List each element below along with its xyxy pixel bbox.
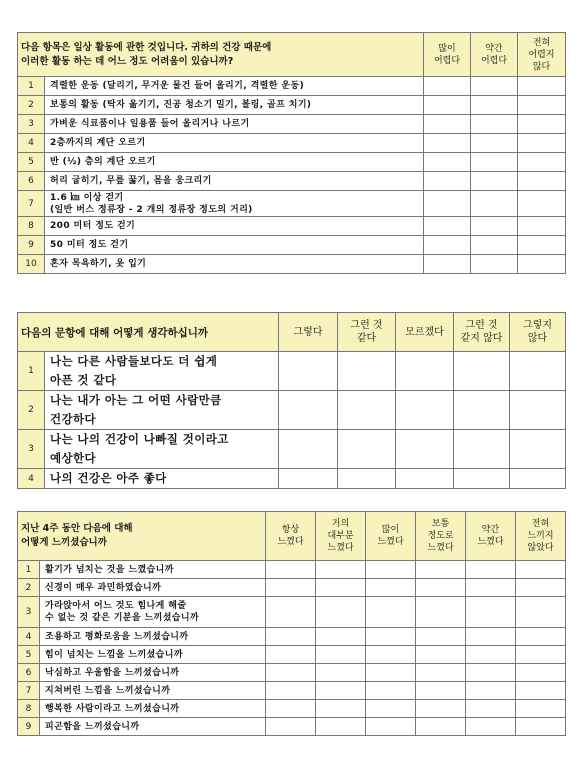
answer-cell[interactable] <box>279 391 338 430</box>
answer-cell[interactable] <box>416 664 466 682</box>
answer-cell[interactable] <box>416 561 466 579</box>
option-header: 그렇다 <box>279 313 338 352</box>
question-text: 활기가 넘치는 것을 느꼈습니까 <box>40 561 266 579</box>
option-header: 거의 대부분 느꼈다 <box>316 512 366 561</box>
option-header: 전혀 어렵지 않다 <box>518 33 566 77</box>
question-row <box>18 153 566 172</box>
row-number: 9 <box>18 718 40 736</box>
question-text: 허리 굽히기, 무릎 꿇기, 몸을 웅크리기 <box>45 172 424 191</box>
question-row <box>18 255 566 274</box>
answer-cell[interactable] <box>424 236 471 255</box>
answer-cell[interactable] <box>424 96 471 115</box>
feelings-table <box>17 511 566 736</box>
answer-cell[interactable] <box>466 579 516 597</box>
answer-cell[interactable] <box>424 134 471 153</box>
answer-cell[interactable] <box>266 646 316 664</box>
answer-cell[interactable] <box>266 718 316 736</box>
answer-cell[interactable] <box>516 664 566 682</box>
answer-cell[interactable] <box>466 682 516 700</box>
row-number: 8 <box>18 217 45 236</box>
row-number: 7 <box>18 191 45 217</box>
row-number: 7 <box>18 682 40 700</box>
health-opinion-table <box>17 312 566 489</box>
question-text: 반 (½) 층의 계단 오르기 <box>45 153 424 172</box>
answer-cell[interactable] <box>516 628 566 646</box>
row-number: 3 <box>18 430 45 469</box>
answer-cell[interactable] <box>471 115 518 134</box>
table-header-row <box>18 33 566 77</box>
answer-cell[interactable] <box>266 664 316 682</box>
answer-cell[interactable] <box>466 561 516 579</box>
question-text: 보통의 활동 (탁자 옮기기, 진공 청소기 밀기, 볼링, 골프 치기) <box>45 96 424 115</box>
question-row <box>18 430 566 469</box>
answer-cell[interactable] <box>424 172 471 191</box>
answer-cell[interactable] <box>518 77 566 96</box>
answer-cell[interactable] <box>424 255 471 274</box>
answer-cell[interactable] <box>510 469 566 489</box>
question-row <box>18 134 566 153</box>
row-number: 5 <box>18 646 40 664</box>
question-text: 나의 건강은 아주 좋다 <box>45 469 279 489</box>
answer-cell[interactable] <box>279 352 338 391</box>
section1-question: 다음 항목은 일상 활동에 관한 것입니다. 귀하의 건강 때문에 이러한 활동 하는 데 어느 정도 어려움이 있습니까? <box>18 33 424 77</box>
answer-cell[interactable] <box>471 255 518 274</box>
answer-cell[interactable] <box>366 628 416 646</box>
row-number: 2 <box>18 96 45 115</box>
question-row <box>18 391 566 430</box>
answer-cell[interactable] <box>266 628 316 646</box>
answer-cell[interactable] <box>366 579 416 597</box>
option-header: 많이 어렵다 <box>424 33 471 77</box>
question-row <box>18 236 566 255</box>
answer-cell[interactable] <box>416 597 466 628</box>
question-row <box>18 96 566 115</box>
answer-cell[interactable] <box>471 153 518 172</box>
answer-cell[interactable] <box>518 191 566 217</box>
answer-cell[interactable] <box>266 561 316 579</box>
question-text: 낙심하고 우울함을 느끼셨습니까 <box>40 664 266 682</box>
row-number: 5 <box>18 153 45 172</box>
answer-cell[interactable] <box>316 561 366 579</box>
option-header: 모르겠다 <box>396 313 454 352</box>
question-row <box>18 646 566 664</box>
answer-cell[interactable] <box>316 646 366 664</box>
question-row <box>18 664 566 682</box>
question-text: 나는 다른 사람들보다도 더 쉽게 아픈 것 같다 <box>45 352 279 391</box>
answer-cell[interactable] <box>396 391 454 430</box>
question-text: 지쳐버린 느낌을 느끼셨습니까 <box>40 682 266 700</box>
answer-cell[interactable] <box>510 430 566 469</box>
option-header: 보통 정도로 느꼈다 <box>416 512 466 561</box>
row-number: 4 <box>18 134 45 153</box>
answer-cell[interactable] <box>366 664 416 682</box>
option-header: 그런 것 같다 <box>338 313 396 352</box>
option-header: 그렇지 않다 <box>510 313 566 352</box>
answer-cell[interactable] <box>416 628 466 646</box>
answer-cell[interactable] <box>454 430 510 469</box>
answer-cell[interactable] <box>316 628 366 646</box>
table-header-row <box>18 313 566 352</box>
answer-cell[interactable] <box>518 153 566 172</box>
answer-cell[interactable] <box>396 469 454 489</box>
table-header-row <box>18 512 566 561</box>
answer-cell[interactable] <box>366 597 416 628</box>
answer-cell[interactable] <box>266 700 316 718</box>
row-number: 1 <box>18 352 45 391</box>
question-text: 나는 나의 건강이 나빠질 것이라고 예상한다 <box>45 430 279 469</box>
answer-cell[interactable] <box>471 77 518 96</box>
question-text: 200 미터 정도 걷기 <box>45 217 424 236</box>
option-header: 약간 어렵다 <box>471 33 518 77</box>
answer-cell[interactable] <box>416 682 466 700</box>
answer-cell[interactable] <box>366 646 416 664</box>
question-text: 혼자 목욕하기, 옷 입기 <box>45 255 424 274</box>
answer-cell[interactable] <box>338 469 396 489</box>
answer-cell[interactable] <box>416 646 466 664</box>
row-number: 3 <box>18 115 45 134</box>
answer-cell[interactable] <box>466 597 516 628</box>
answer-cell[interactable] <box>266 579 316 597</box>
answer-cell[interactable] <box>424 115 471 134</box>
answer-cell[interactable] <box>396 430 454 469</box>
row-number: 8 <box>18 700 40 718</box>
row-number: 3 <box>18 597 40 628</box>
question-row <box>18 682 566 700</box>
daily-activities-table <box>17 32 566 274</box>
answer-cell[interactable] <box>338 391 396 430</box>
answer-cell[interactable] <box>471 172 518 191</box>
question-row <box>18 628 566 646</box>
answer-cell[interactable] <box>416 579 466 597</box>
answer-cell[interactable] <box>424 77 471 96</box>
row-number: 9 <box>18 236 45 255</box>
answer-cell[interactable] <box>471 96 518 115</box>
answer-cell[interactable] <box>424 191 471 217</box>
question-text: 힘이 넘치는 느낌을 느끼셨습니까 <box>40 646 266 664</box>
question-row <box>18 597 566 628</box>
answer-cell[interactable] <box>518 172 566 191</box>
question-text: 격렬한 운동 (달리기, 무거운 물건 들어 올리기, 격렬한 운동) <box>45 77 424 96</box>
question-text: 1.6 ㎞ 이상 걷기 (일반 버스 정류장 - 2 개의 정류장 정도의 거리) <box>45 191 424 217</box>
option-header: 그런 것 같지 않다 <box>454 313 510 352</box>
question-text: 나는 내가 아는 그 어떤 사람만큼 건강하다 <box>45 391 279 430</box>
answer-cell[interactable] <box>279 469 338 489</box>
option-header: 전혀 느끼지 않았다 <box>516 512 566 561</box>
answer-cell[interactable] <box>316 664 366 682</box>
question-row <box>18 115 566 134</box>
option-header: 많이 느꼈다 <box>366 512 416 561</box>
answer-cell[interactable] <box>516 682 566 700</box>
answer-cell[interactable] <box>518 236 566 255</box>
question-row <box>18 469 566 489</box>
question-text: 조용하고 평화로움을 느끼셨습니까 <box>40 628 266 646</box>
section3-question: 지난 4주 동안 다음에 대해 어떻게 느끼셨습니까 <box>18 512 266 561</box>
answer-cell[interactable] <box>466 628 516 646</box>
answer-cell[interactable] <box>471 236 518 255</box>
answer-cell[interactable] <box>338 352 396 391</box>
question-text: 2층까지의 계단 오르기 <box>45 134 424 153</box>
option-header: 약간 느꼈다 <box>466 512 516 561</box>
question-text: 가벼운 식료품이나 일용품 들어 올리거나 나르기 <box>45 115 424 134</box>
row-number: 4 <box>18 469 45 489</box>
row-number: 6 <box>18 664 40 682</box>
question-row <box>18 718 566 736</box>
answer-cell[interactable] <box>471 134 518 153</box>
row-number: 6 <box>18 172 45 191</box>
answer-cell[interactable] <box>424 153 471 172</box>
answer-cell[interactable] <box>518 134 566 153</box>
answer-cell[interactable] <box>454 391 510 430</box>
question-text: 행복한 사람이라고 느끼셨습니까 <box>40 700 266 718</box>
question-text: 50 미터 정도 걷기 <box>45 236 424 255</box>
question-row <box>18 77 566 96</box>
question-row <box>18 352 566 391</box>
answer-cell[interactable] <box>316 718 366 736</box>
answer-cell[interactable] <box>471 191 518 217</box>
answer-cell[interactable] <box>396 352 454 391</box>
answer-cell[interactable] <box>416 700 466 718</box>
answer-cell[interactable] <box>316 682 366 700</box>
question-row <box>18 217 566 236</box>
answer-cell[interactable] <box>266 682 316 700</box>
question-row <box>18 191 566 217</box>
answer-cell[interactable] <box>466 700 516 718</box>
answer-cell[interactable] <box>516 579 566 597</box>
answer-cell[interactable] <box>518 217 566 236</box>
answer-cell[interactable] <box>366 700 416 718</box>
answer-cell[interactable] <box>366 561 416 579</box>
row-number: 4 <box>18 628 40 646</box>
answer-cell[interactable] <box>518 96 566 115</box>
answer-cell[interactable] <box>510 391 566 430</box>
answer-cell[interactable] <box>466 646 516 664</box>
answer-cell[interactable] <box>466 664 516 682</box>
row-number: 2 <box>18 579 40 597</box>
answer-cell[interactable] <box>516 646 566 664</box>
answer-cell[interactable] <box>366 718 416 736</box>
question-text: 피곤함을 느끼셨습니까 <box>40 718 266 736</box>
row-number: 1 <box>18 561 40 579</box>
answer-cell[interactable] <box>279 430 338 469</box>
answer-cell[interactable] <box>518 255 566 274</box>
answer-cell[interactable] <box>516 700 566 718</box>
question-row <box>18 579 566 597</box>
answer-cell[interactable] <box>424 217 471 236</box>
question-row <box>18 561 566 579</box>
question-text: 신경이 매우 과민하였습니까 <box>40 579 266 597</box>
row-number: 10 <box>18 255 45 274</box>
answer-cell[interactable] <box>510 352 566 391</box>
question-row <box>18 700 566 718</box>
answer-cell[interactable] <box>516 718 566 736</box>
answer-cell[interactable] <box>316 700 366 718</box>
answer-cell[interactable] <box>266 597 316 628</box>
answer-cell[interactable] <box>316 597 366 628</box>
question-row <box>18 172 566 191</box>
answer-cell[interactable] <box>454 352 510 391</box>
row-number: 2 <box>18 391 45 430</box>
option-header: 항상 느꼈다 <box>266 512 316 561</box>
answer-cell[interactable] <box>471 217 518 236</box>
answer-cell[interactable] <box>516 597 566 628</box>
question-text: 가라앉아서 어느 것도 힘나게 해줄 수 없는 것 같은 기분을 느끼셨습니까 <box>40 597 266 628</box>
section2-question: 다음의 문항에 대해 어떻게 생각하십니까 <box>18 313 279 352</box>
answer-cell[interactable] <box>338 430 396 469</box>
answer-cell[interactable] <box>416 718 466 736</box>
answer-cell[interactable] <box>316 579 366 597</box>
answer-cell[interactable] <box>366 682 416 700</box>
answer-cell[interactable] <box>516 561 566 579</box>
answer-cell[interactable] <box>466 718 516 736</box>
row-number: 1 <box>18 77 45 96</box>
answer-cell[interactable] <box>454 469 510 489</box>
answer-cell[interactable] <box>518 115 566 134</box>
